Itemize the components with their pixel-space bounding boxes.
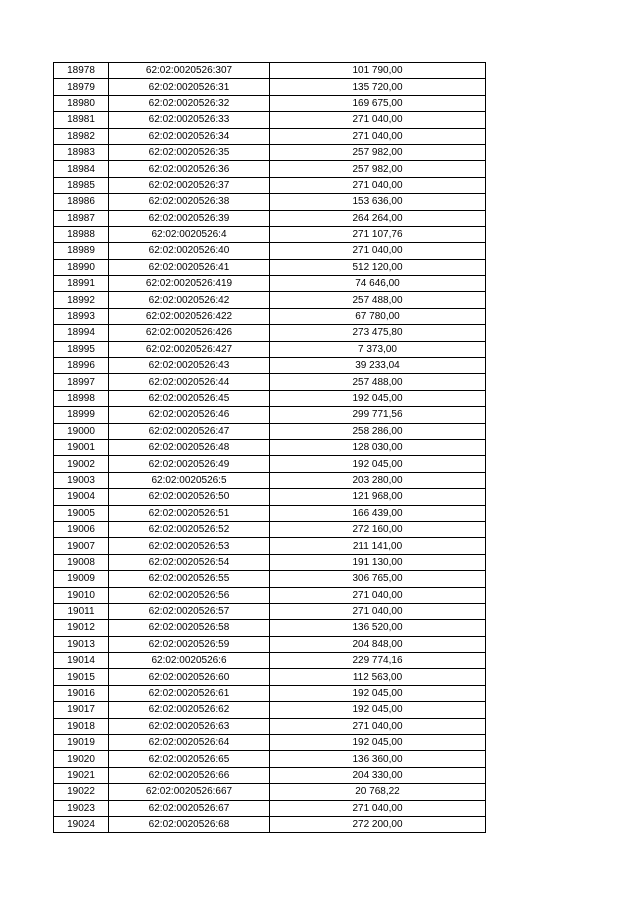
value-cell: 271 040,00 — [270, 587, 486, 603]
cadastral-number-cell: 62:02:0020526:61 — [109, 685, 270, 701]
cadastral-number-cell: 62:02:0020526:48 — [109, 439, 270, 455]
cadastral-number-cell: 62:02:0020526:34 — [109, 128, 270, 144]
cadastral-number-cell: 62:02:0020526:4 — [109, 226, 270, 242]
row-number-cell: 18992 — [54, 292, 109, 308]
value-cell: 7 373,00 — [270, 341, 486, 357]
table-row — [54, 374, 486, 390]
row-number-cell: 19005 — [54, 505, 109, 521]
row-number-cell: 18987 — [54, 210, 109, 226]
table-row — [54, 800, 486, 816]
row-number-cell: 18985 — [54, 177, 109, 193]
table-row — [54, 816, 486, 832]
value-cell: 512 120,00 — [270, 259, 486, 275]
row-number-cell: 19019 — [54, 735, 109, 751]
cadastral-number-cell: 62:02:0020526:426 — [109, 325, 270, 341]
data-table — [53, 62, 486, 833]
value-cell: 74 646,00 — [270, 276, 486, 292]
value-cell: 112 563,00 — [270, 669, 486, 685]
table-row — [54, 358, 486, 374]
table-row — [54, 538, 486, 554]
table-row — [54, 489, 486, 505]
row-number-cell: 19015 — [54, 669, 109, 685]
row-number-cell: 18994 — [54, 325, 109, 341]
value-cell: 192 045,00 — [270, 702, 486, 718]
row-number-cell: 18980 — [54, 95, 109, 111]
cadastral-number-cell: 62:02:0020526:65 — [109, 751, 270, 767]
table-row — [54, 423, 486, 439]
row-number-cell: 18984 — [54, 161, 109, 177]
value-cell: 204 848,00 — [270, 636, 486, 652]
table-row — [54, 587, 486, 603]
value-cell: 191 130,00 — [270, 554, 486, 570]
cadastral-number-cell: 62:02:0020526:31 — [109, 79, 270, 95]
cadastral-number-cell: 62:02:0020526:40 — [109, 243, 270, 259]
cadastral-number-cell: 62:02:0020526:42 — [109, 292, 270, 308]
row-number-cell: 18986 — [54, 194, 109, 210]
row-number-cell: 19002 — [54, 456, 109, 472]
value-cell: 203 280,00 — [270, 472, 486, 488]
value-cell: 169 675,00 — [270, 95, 486, 111]
cadastral-number-cell: 62:02:0020526:66 — [109, 767, 270, 783]
row-number-cell: 18991 — [54, 276, 109, 292]
row-number-cell: 18997 — [54, 374, 109, 390]
cadastral-number-cell: 62:02:0020526:63 — [109, 718, 270, 734]
cadastral-number-cell: 62:02:0020526:59 — [109, 636, 270, 652]
cadastral-number-cell: 62:02:0020526:62 — [109, 702, 270, 718]
row-number-cell: 19006 — [54, 521, 109, 537]
table-row — [54, 177, 486, 193]
table-row — [54, 390, 486, 406]
table-body — [54, 63, 486, 833]
cadastral-number-cell: 62:02:0020526:37 — [109, 177, 270, 193]
value-cell: 273 475,80 — [270, 325, 486, 341]
cadastral-number-cell: 62:02:0020526:51 — [109, 505, 270, 521]
cadastral-number-cell: 62:02:0020526:422 — [109, 308, 270, 324]
row-number-cell: 18983 — [54, 144, 109, 160]
value-cell: 192 045,00 — [270, 685, 486, 701]
value-cell: 257 488,00 — [270, 292, 486, 308]
row-number-cell: 19023 — [54, 800, 109, 816]
cadastral-number-cell: 62:02:0020526:6 — [109, 653, 270, 669]
row-number-cell: 19011 — [54, 603, 109, 619]
value-cell: 20 768,22 — [270, 784, 486, 800]
row-number-cell: 18981 — [54, 112, 109, 128]
value-cell: 135 720,00 — [270, 79, 486, 95]
table-row — [54, 571, 486, 587]
row-number-cell: 18998 — [54, 390, 109, 406]
value-cell: 166 439,00 — [270, 505, 486, 521]
table-row — [54, 210, 486, 226]
table-row — [54, 407, 486, 423]
value-cell: 271 040,00 — [270, 177, 486, 193]
value-cell: 271 107,76 — [270, 226, 486, 242]
row-number-cell: 18988 — [54, 226, 109, 242]
table-row — [54, 702, 486, 718]
row-number-cell: 18978 — [54, 63, 109, 79]
row-number-cell: 19016 — [54, 685, 109, 701]
value-cell: 272 160,00 — [270, 521, 486, 537]
value-cell: 39 233,04 — [270, 358, 486, 374]
row-number-cell: 18990 — [54, 259, 109, 275]
table-row — [54, 128, 486, 144]
table-row — [54, 325, 486, 341]
value-cell: 153 636,00 — [270, 194, 486, 210]
table-row — [54, 472, 486, 488]
row-number-cell: 19017 — [54, 702, 109, 718]
row-number-cell: 18999 — [54, 407, 109, 423]
cadastral-number-cell: 62:02:0020526:53 — [109, 538, 270, 554]
cadastral-number-cell: 62:02:0020526:56 — [109, 587, 270, 603]
cadastral-number-cell: 62:02:0020526:47 — [109, 423, 270, 439]
cadastral-number-cell: 62:02:0020526:36 — [109, 161, 270, 177]
value-cell: 211 141,00 — [270, 538, 486, 554]
table-row — [54, 735, 486, 751]
table-row — [54, 767, 486, 783]
table-row — [54, 243, 486, 259]
cadastral-number-cell: 62:02:0020526:50 — [109, 489, 270, 505]
row-number-cell: 19007 — [54, 538, 109, 554]
cadastral-number-cell: 62:02:0020526:49 — [109, 456, 270, 472]
cadastral-number-cell: 62:02:0020526:35 — [109, 144, 270, 160]
table-row — [54, 456, 486, 472]
table-row — [54, 194, 486, 210]
value-cell: 136 520,00 — [270, 620, 486, 636]
value-cell: 128 030,00 — [270, 439, 486, 455]
value-cell: 67 780,00 — [270, 308, 486, 324]
value-cell: 257 982,00 — [270, 161, 486, 177]
value-cell: 306 765,00 — [270, 571, 486, 587]
cadastral-number-cell: 62:02:0020526:43 — [109, 358, 270, 374]
row-number-cell: 18979 — [54, 79, 109, 95]
row-number-cell: 18982 — [54, 128, 109, 144]
row-number-cell: 19022 — [54, 784, 109, 800]
table-row — [54, 620, 486, 636]
cadastral-number-cell: 62:02:0020526:41 — [109, 259, 270, 275]
table-row — [54, 226, 486, 242]
row-number-cell: 19003 — [54, 472, 109, 488]
cadastral-number-cell: 62:02:0020526:55 — [109, 571, 270, 587]
cadastral-number-cell: 62:02:0020526:419 — [109, 276, 270, 292]
cadastral-number-cell: 62:02:0020526:427 — [109, 341, 270, 357]
value-cell: 271 040,00 — [270, 603, 486, 619]
cadastral-number-cell: 62:02:0020526:38 — [109, 194, 270, 210]
cadastral-number-cell: 62:02:0020526:64 — [109, 735, 270, 751]
value-cell: 258 286,00 — [270, 423, 486, 439]
table-row — [54, 685, 486, 701]
row-number-cell: 19010 — [54, 587, 109, 603]
row-number-cell: 19009 — [54, 571, 109, 587]
cadastral-number-cell: 62:02:0020526:54 — [109, 554, 270, 570]
value-cell: 271 040,00 — [270, 128, 486, 144]
row-number-cell: 18993 — [54, 308, 109, 324]
cadastral-number-cell: 62:02:0020526:667 — [109, 784, 270, 800]
value-cell: 121 968,00 — [270, 489, 486, 505]
table-row — [54, 341, 486, 357]
table-row — [54, 95, 486, 111]
table-row — [54, 653, 486, 669]
table-row — [54, 161, 486, 177]
row-number-cell: 19013 — [54, 636, 109, 652]
table-row — [54, 79, 486, 95]
table-row — [54, 603, 486, 619]
row-number-cell: 19012 — [54, 620, 109, 636]
table-row — [54, 144, 486, 160]
value-cell: 192 045,00 — [270, 390, 486, 406]
value-cell: 272 200,00 — [270, 816, 486, 832]
table-row — [54, 718, 486, 734]
table-row — [54, 554, 486, 570]
value-cell: 271 040,00 — [270, 243, 486, 259]
value-cell: 229 774,16 — [270, 653, 486, 669]
table-row — [54, 63, 486, 79]
row-number-cell: 19020 — [54, 751, 109, 767]
table-row — [54, 276, 486, 292]
cadastral-number-cell: 62:02:0020526:57 — [109, 603, 270, 619]
row-number-cell: 19000 — [54, 423, 109, 439]
table-row — [54, 669, 486, 685]
cadastral-number-cell: 62:02:0020526:32 — [109, 95, 270, 111]
cadastral-number-cell: 62:02:0020526:46 — [109, 407, 270, 423]
cadastral-number-cell: 62:02:0020526:52 — [109, 521, 270, 537]
value-cell: 204 330,00 — [270, 767, 486, 783]
cadastral-number-cell: 62:02:0020526:39 — [109, 210, 270, 226]
cadastral-number-cell: 62:02:0020526:58 — [109, 620, 270, 636]
table-row — [54, 636, 486, 652]
row-number-cell: 19018 — [54, 718, 109, 734]
cadastral-number-cell: 62:02:0020526:44 — [109, 374, 270, 390]
cadastral-number-cell: 62:02:0020526:67 — [109, 800, 270, 816]
table-row — [54, 439, 486, 455]
cadastral-number-cell: 62:02:0020526:307 — [109, 63, 270, 79]
row-number-cell: 19001 — [54, 439, 109, 455]
row-number-cell: 19004 — [54, 489, 109, 505]
table-row — [54, 308, 486, 324]
table-row — [54, 521, 486, 537]
table-row — [54, 292, 486, 308]
value-cell: 299 771,56 — [270, 407, 486, 423]
value-cell: 101 790,00 — [270, 63, 486, 79]
row-number-cell: 19014 — [54, 653, 109, 669]
row-number-cell: 19024 — [54, 816, 109, 832]
value-cell: 192 045,00 — [270, 456, 486, 472]
cadastral-number-cell: 62:02:0020526:60 — [109, 669, 270, 685]
cadastral-number-cell: 62:02:0020526:5 — [109, 472, 270, 488]
value-cell: 257 488,00 — [270, 374, 486, 390]
cadastral-number-cell: 62:02:0020526:33 — [109, 112, 270, 128]
row-number-cell: 19021 — [54, 767, 109, 783]
row-number-cell: 18995 — [54, 341, 109, 357]
value-cell: 136 360,00 — [270, 751, 486, 767]
value-cell: 264 264,00 — [270, 210, 486, 226]
value-cell: 271 040,00 — [270, 800, 486, 816]
table-row — [54, 259, 486, 275]
table-row — [54, 784, 486, 800]
cadastral-number-cell: 62:02:0020526:45 — [109, 390, 270, 406]
table-row — [54, 112, 486, 128]
value-cell: 257 982,00 — [270, 144, 486, 160]
row-number-cell: 18989 — [54, 243, 109, 259]
cadastral-number-cell: 62:02:0020526:68 — [109, 816, 270, 832]
table-row — [54, 505, 486, 521]
row-number-cell: 18996 — [54, 358, 109, 374]
value-cell: 192 045,00 — [270, 735, 486, 751]
value-cell: 271 040,00 — [270, 718, 486, 734]
value-cell: 271 040,00 — [270, 112, 486, 128]
table-row — [54, 751, 486, 767]
row-number-cell: 19008 — [54, 554, 109, 570]
